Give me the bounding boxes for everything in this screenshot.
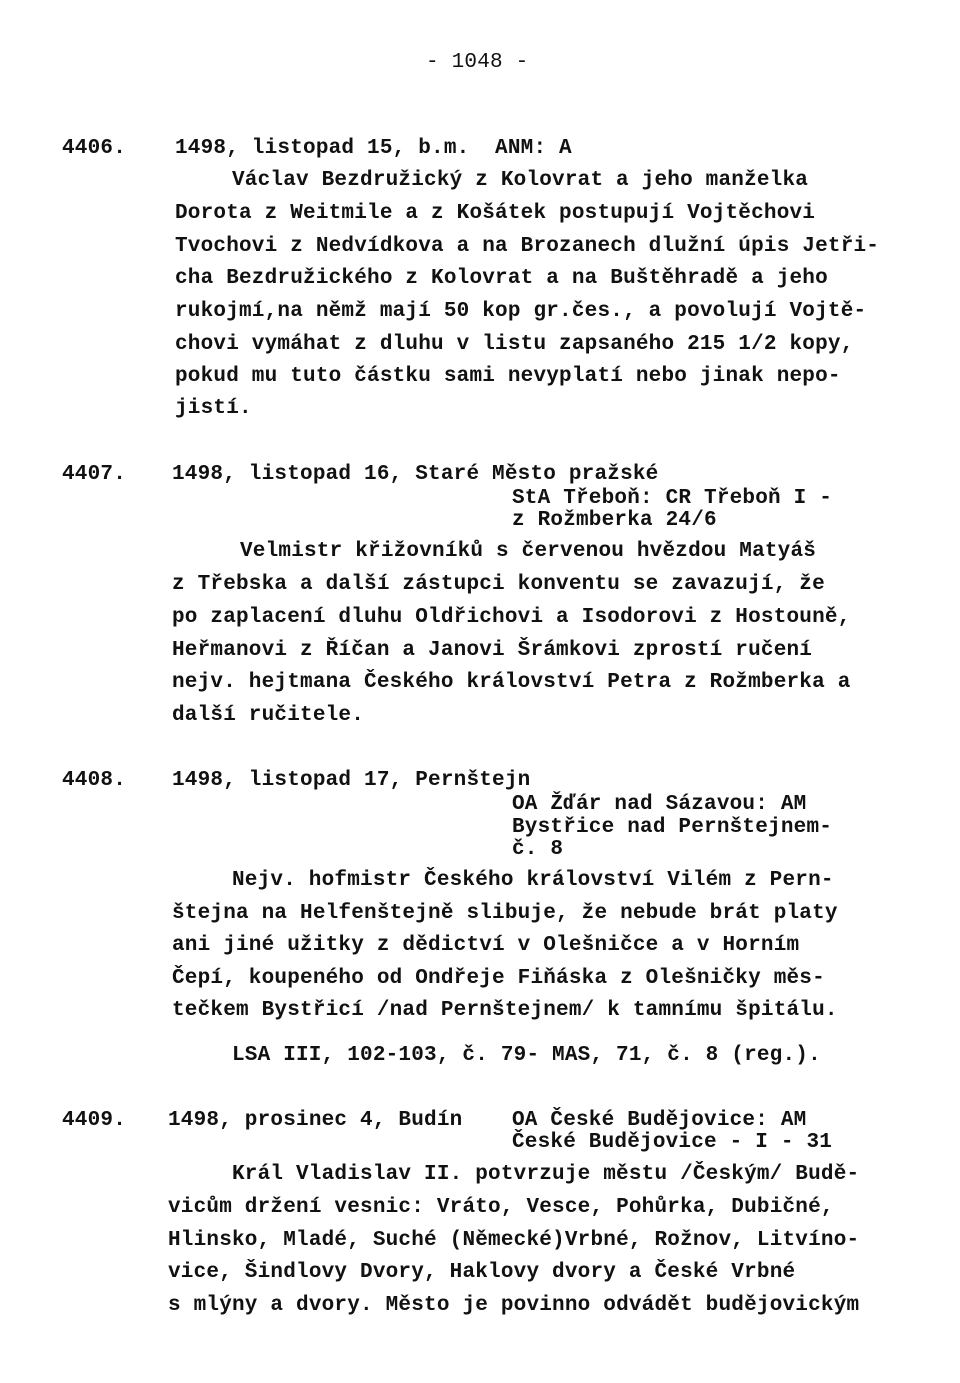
entry-text-line: štejna na Helfenštejně slibuje, že nebude brát platy — [172, 902, 838, 925]
entry-number: 4406. — [62, 137, 127, 160]
entry-text-line: pokud mu tuto částku sami nevyplatí nebo jinak nepo- — [175, 365, 841, 388]
entry-header: 1498, listopad 16, Staré Město pražské — [172, 463, 659, 486]
entry-text-line: vice, Šindlovy Dvory, Haklovy dvory a České Vrbné — [168, 1261, 796, 1284]
entry-text-line: Král Vladislav II. potvrzuje městu /Českým/ Budě- — [232, 1163, 860, 1186]
entry-text-line: ani jiné užitky z dědictví v Olešničce a v Horním — [172, 934, 800, 957]
entry-source-line: Bystřice nad Pernštejnem- — [512, 816, 833, 839]
entry-text-line: Tvochovi z Nedvídkova a na Brozanech dlužní úpis Jetři- — [175, 235, 880, 258]
entry-text-line: Dorota z Weitmile a z Košátek postupují Vojtěchovi — [175, 202, 816, 225]
entry-source-line: OA České Budějovice: AM — [512, 1109, 807, 1132]
entry-text-line: po zaplacení dluhu Oldřichovi a Isodorovi z Hostouně, — [172, 606, 851, 629]
entry-header: 1498, prosinec 4, Budín — [168, 1109, 463, 1132]
entry-text-line: cha Bezdružického z Kolovrat a na Buštěhradě a jeho — [175, 267, 828, 290]
entry-number: 4408. — [62, 769, 127, 792]
entry-text-line: chovi vymáhat z dluhu v listu zapsaného 215 1/2 kopy, — [175, 333, 854, 356]
entry-text-line: Nejv. hofmistr Českého království Vilém z Pern- — [232, 869, 834, 892]
entry-text-line: Velmistr křižovníků s červenou hvězdou Matyáš — [240, 540, 817, 563]
entry-source-line: OA Žďár nad Sázavou: AM — [512, 793, 807, 816]
entry-text-line: rukojmí,na němž mají 50 kop gr.čes., a povolují Vojtě- — [175, 300, 867, 323]
entry-text-line: vicům držení vesnic: Vráto, Vesce, Pohůrka, Dubičné, — [168, 1196, 834, 1219]
entry-text-line: tečkem Bystřicí /nad Pernštejnem/ k tamnímu špitálu. — [172, 999, 838, 1022]
entry-source-line: České Budějovice - I - 31 — [512, 1131, 833, 1154]
entry-text-line: další ručitele. — [172, 704, 365, 727]
entry-text-line: jistí. — [175, 397, 252, 420]
entry-source-line: StA Třeboň: CR Třeboň I - — [512, 487, 833, 510]
entry-text-line: Heřmanovi z Říčan a Janovi Šrámkovi zprostí ručení — [172, 639, 813, 662]
entry-text-line: Václav Bezdružický z Kolovrat a jeho manželka — [232, 169, 809, 192]
entry-source-line: č. 8 — [512, 838, 564, 861]
entry-reference: LSA III, 102-103, č. 79- MAS, 71, č. 8 (reg.). — [232, 1044, 821, 1067]
entry-number: 4407. — [62, 463, 127, 486]
entry-number: 4409. — [62, 1109, 127, 1132]
page-number: - 1048 - — [426, 51, 529, 74]
entry-text-line: s mlýny a dvory. Město je povinno odvádět budějovickým — [168, 1294, 860, 1317]
entry-text-line: Čepí, koupeného od Ondřeje Fiňáska z Olešničky měs- — [172, 967, 825, 990]
entry-header: 1498, listopad 17, Pernštejn — [172, 769, 531, 792]
entry-text-line: Hlinsko, Mladé, Suché (Německé)Vrbné, Rožnov, Litvíno- — [168, 1229, 860, 1252]
entry-header: 1498, listopad 15, b.m. ANM: A — [175, 137, 572, 160]
entry-source-line: z Rožmberka 24/6 — [512, 509, 717, 532]
entry-text-line: nejv. hejtmana Českého království Petra z Rožmberka a — [172, 671, 851, 694]
entry-text-line: z Třebska a další zástupci konventu se zavazují, že — [172, 573, 825, 596]
